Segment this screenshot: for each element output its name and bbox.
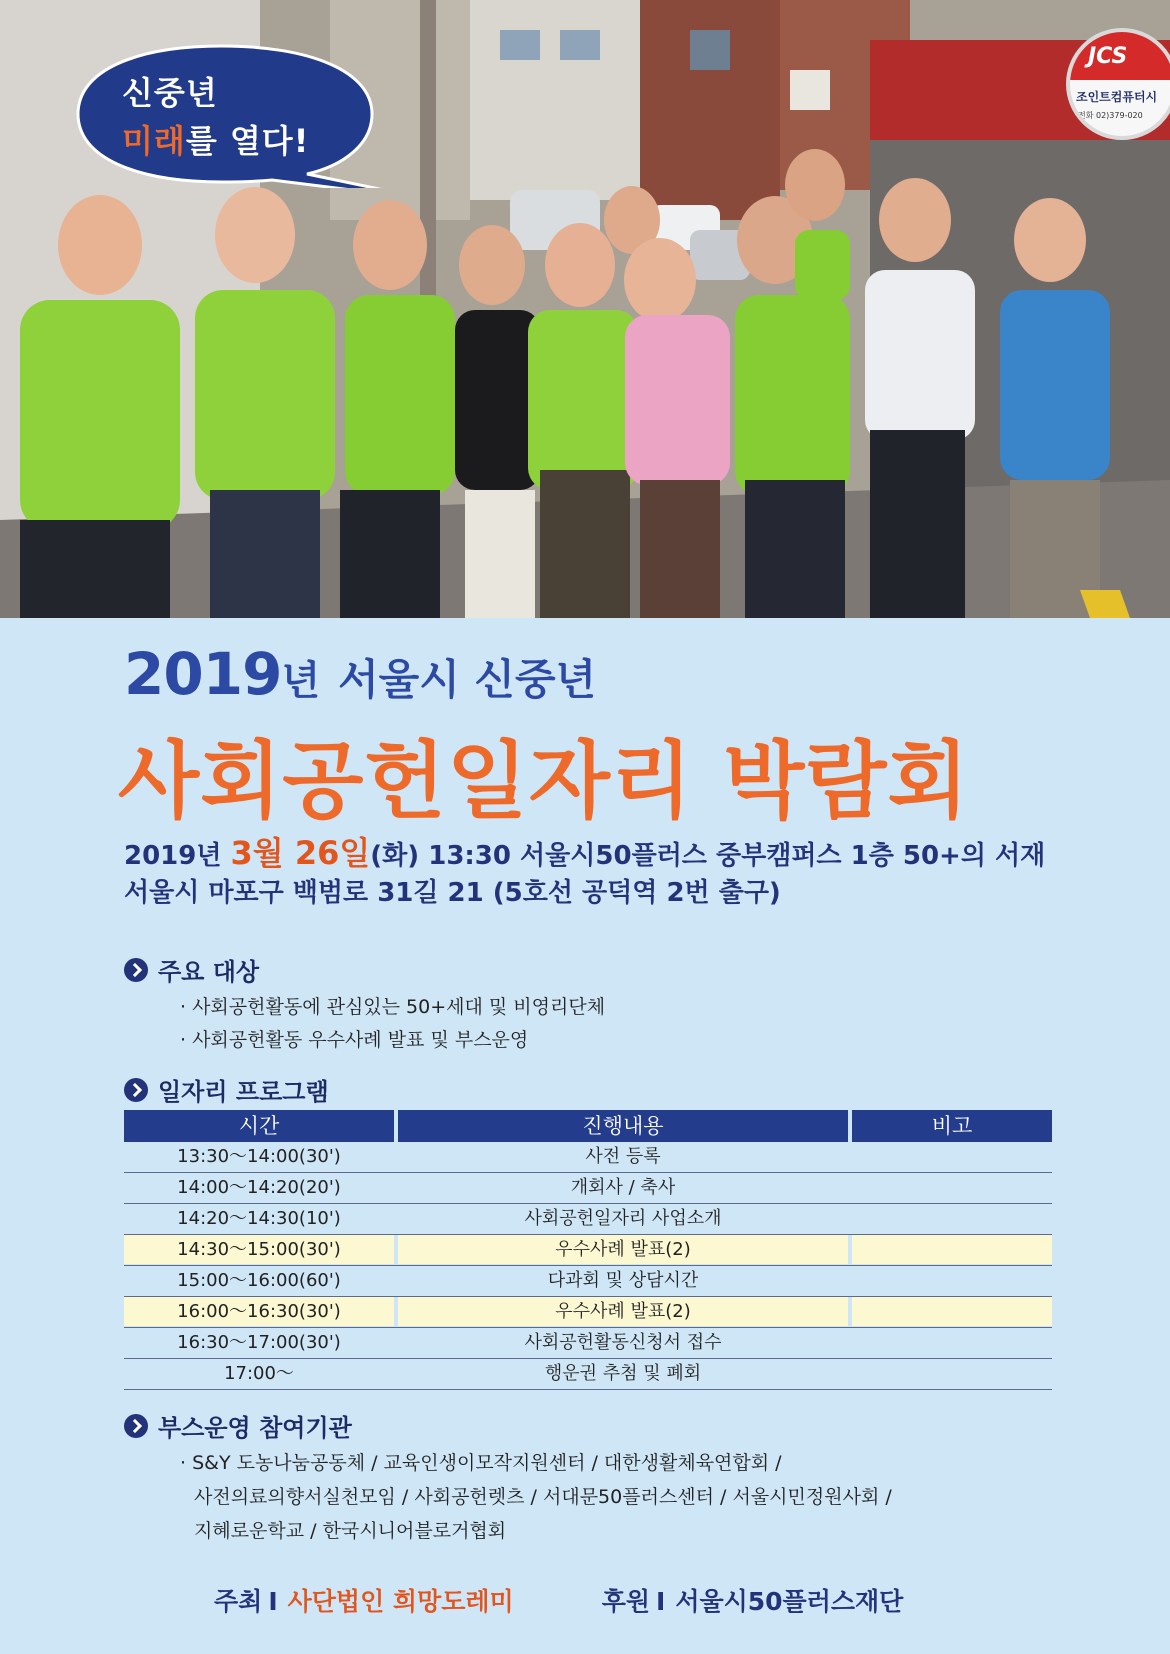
host-name: 사단법인 희망도레미 <box>287 1587 514 1616</box>
cell-content: 행운권 추첨 및 폐회 <box>544 1363 702 1384</box>
booth-list <box>180 1446 892 1548</box>
table-row <box>124 1204 1052 1235</box>
cell-content: 개회사 / 축사 <box>570 1177 676 1198</box>
target-heading-label: 주요 대상 <box>158 958 260 986</box>
booths-heading-label: 부스운영 참여기관 <box>158 1414 352 1442</box>
program-heading-label: 일자리 프로그램 <box>158 1078 329 1106</box>
table-row <box>124 1173 1052 1204</box>
speech-bubble <box>72 40 390 188</box>
chevron-circle-icon <box>124 1078 148 1102</box>
title-line1-rest: 서울시 신중년 <box>338 655 597 704</box>
separator: I <box>268 1587 278 1616</box>
title-year-suffix: 년 <box>281 658 321 704</box>
cell-time: 14:00～14:20(20') <box>177 1177 341 1198</box>
target-item: · 사회공헌활동 우수사례 발표 및 부스운영 <box>180 1029 529 1051</box>
date-highlight: 3월 26일 <box>230 834 371 872</box>
bubble-line2-rest: 를 열다! <box>185 122 310 160</box>
cell-content: 사회공헌활동신청서 접수 <box>524 1332 722 1353</box>
chevron-circle-icon <box>124 1414 148 1438</box>
jcs-sign <box>1066 28 1170 140</box>
date-rest: (화) 13:30 서울시50플러스 중부캠퍼스 1층 50+의 서재 <box>370 841 1046 871</box>
cell-note <box>852 1359 1052 1388</box>
speech-bubble-shape <box>72 40 390 188</box>
event-photo <box>0 0 1170 618</box>
cell-note <box>852 1235 1052 1264</box>
booths-heading <box>124 1408 352 1443</box>
table-row <box>124 1328 1052 1359</box>
cell-time: 16:30～17:00(30') <box>177 1332 341 1353</box>
cell-time: 14:20～14:30(10') <box>177 1208 341 1229</box>
booth-line: 사전의료의향서실천모임 / 사회공헌렛츠 / 서대문50플러스센터 / 서울시민정원사회 / <box>194 1486 892 1508</box>
table-row <box>124 1266 1052 1297</box>
table-row-highlighted <box>124 1297 1052 1328</box>
cell-note <box>852 1204 1052 1233</box>
date-prefix: 2019년 <box>124 841 231 871</box>
schedule-table <box>124 1110 1052 1390</box>
table-row <box>124 1359 1052 1390</box>
title-year: 2019 <box>124 640 282 708</box>
title-line1 <box>124 640 596 708</box>
cell-note <box>852 1266 1052 1295</box>
column-header-time: 시간 <box>124 1110 394 1142</box>
booth-line: · S&Y 도농나눔공동체 / 교육인생이모작지원센터 / 대한생활체육연합회 / <box>180 1452 782 1474</box>
separator: I <box>656 1587 666 1616</box>
cell-time: 17:00～ <box>224 1363 294 1384</box>
cell-content: 우수사례 발표(2) <box>398 1235 848 1264</box>
event-address: 서울시 마포구 백범로 31길 21 (5호선 공덕역 2번 출구) <box>124 878 781 908</box>
target-item: · 사회공헌활동에 관심있는 50+세대 및 비영리단체 <box>180 996 606 1018</box>
table-row <box>124 1142 1052 1173</box>
cell-time: 14:30～15:00(30') <box>124 1235 394 1264</box>
cell-note <box>852 1297 1052 1326</box>
program-heading <box>124 1072 329 1107</box>
host-label: 주최 <box>214 1587 263 1616</box>
main-title: 사회공헌일자리 박람회 <box>118 732 970 830</box>
sign-name: 조인트컴퓨터시 <box>1076 90 1158 104</box>
column-header-content: 진행내용 <box>398 1110 848 1142</box>
cell-content: 우수사례 발표(2) <box>398 1297 848 1326</box>
bubble-line1: 신중년 <box>122 74 218 112</box>
cell-note <box>852 1142 1052 1171</box>
cell-content: 사회공헌일자리 사업소개 <box>524 1208 722 1229</box>
sponsor-label: 후원 <box>601 1587 650 1616</box>
cell-time: 16:00～16:30(30') <box>124 1297 394 1326</box>
cell-content: 다과회 및 상담시간 <box>547 1270 699 1291</box>
event-date <box>124 828 1045 874</box>
bubble-line2 <box>122 116 309 162</box>
booth-line: 지혜로운학교 / 한국시니어블로거협회 <box>194 1520 507 1542</box>
cell-time: 15:00～16:00(60') <box>177 1270 341 1291</box>
bubble-accent: 미래 <box>122 122 186 160</box>
sponsor-name: 서울시50플러스재단 <box>675 1587 904 1616</box>
sign-logo: JCS <box>1088 44 1128 69</box>
sign-tel: 전화 02)379-020 <box>1078 111 1143 120</box>
cell-note <box>852 1173 1052 1202</box>
table-row-highlighted <box>124 1235 1052 1266</box>
cell-note <box>852 1328 1052 1357</box>
cell-time: 13:30～14:00(30') <box>177 1146 341 1167</box>
cell-content: 사전 등록 <box>585 1146 661 1167</box>
footer <box>214 1582 903 1618</box>
target-heading <box>124 952 259 987</box>
table-header <box>124 1110 1052 1142</box>
column-header-note: 비고 <box>852 1110 1052 1142</box>
chevron-circle-icon <box>124 958 148 982</box>
